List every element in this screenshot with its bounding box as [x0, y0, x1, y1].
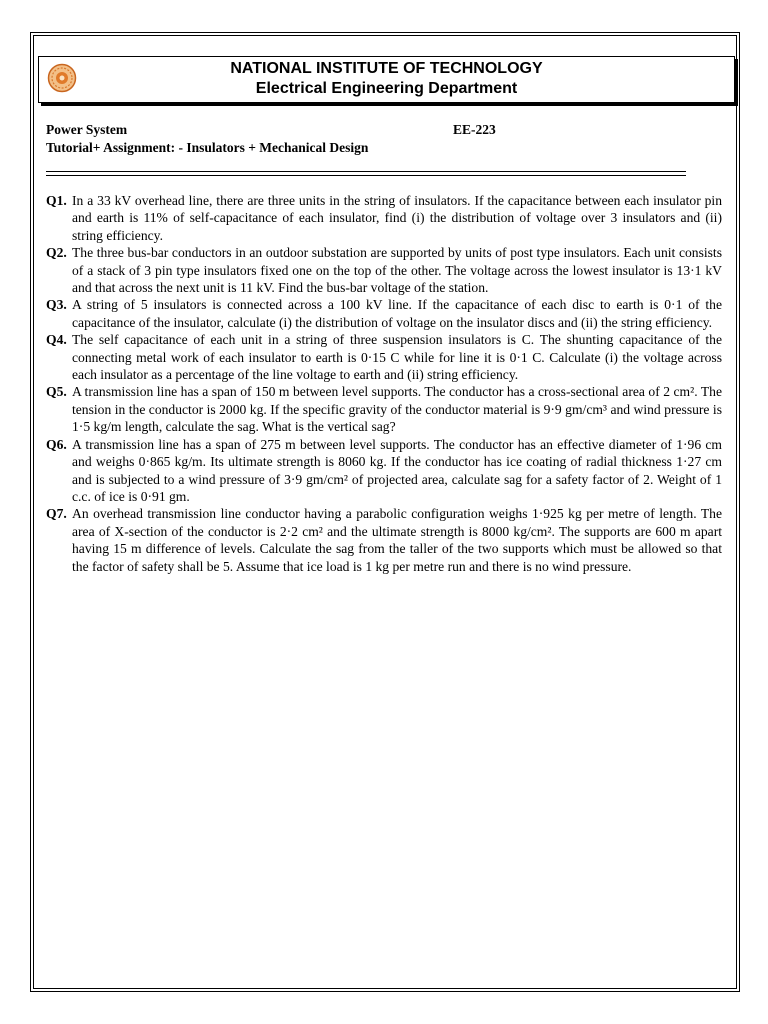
question-item	[46, 436, 722, 506]
question-text: In a 33 kV overhead line, there are three units in the string of insulators. If the capacitance between each insulator pin and earth is 11% of self-capacitance of each insulator, find (i) the distribution of voltage over 3 insulators and (ii) string efficiency.	[72, 193, 722, 243]
question-number: Q2.	[46, 245, 67, 261]
question-item	[46, 244, 722, 296]
question-item	[46, 192, 722, 244]
question-text: A string of 5 insulators is connected across a 100 kV line. If the capacitance of each disc to earth is 0·1 of the capacitance of the insulator, calculate (i) the distribution of voltage on the insulator discs and (ii) the string efficiency.	[72, 297, 722, 330]
question-item	[46, 331, 722, 383]
question-list	[46, 192, 722, 575]
course-subject: Power System	[46, 122, 128, 137]
department-name: Electrical Engineering Department	[255, 80, 518, 97]
question-number: Q1.	[46, 193, 67, 208]
question-text: A transmission line has a span of 150 m between level supports. The conductor has a cross-sectional area of 2 cm². The tension in the conductor is 2000 kg. If the specific gravity of the conductor material is 9·9 gm/cm³ and wind pressure is 1·5 kg/m length, calculate the sag. What is the vertical sag?	[72, 384, 722, 435]
double-rule-divider	[46, 171, 686, 176]
institute-name: NATIONAL INSTITUTE OF TECHNOLOGY	[230, 60, 543, 77]
question-number: Q7.	[46, 506, 67, 522]
document-header	[38, 56, 735, 103]
question-number: Q6.	[46, 436, 67, 452]
question-text: A transmission line has a span of 275 m between level supports. The conductor has an effective diameter of 1·96 cm and weighs 0·865 kg/m. Its ultimate strength is 8060 kg. If the conductor has ice coating of radial thickness 1·27 cm and is subjected to a wind pressure of 3·9 gm/cm² of projected area, calculate sag for a safety factor of 2. Weight of 1 c.c. of ice is 0·91 gm.	[72, 436, 722, 504]
question-number: Q3.	[46, 297, 67, 313]
question-item	[46, 505, 722, 575]
course-code: EE-223	[453, 122, 496, 137]
tutorial-title: Tutorial+ Assignment: - Insulators + Mechanical Design	[46, 140, 369, 155]
question-number: Q4.	[46, 332, 67, 348]
question-text: The self capacitance of each unit in a string of three suspension insulators is C. The shunting capacitance of the connecting metal work of each insulator to earth is 0·15 C while for line it is 0·1 C. Calculate (i) the voltage across each insulator as a percentage of the line voltage to earth and (ii) string efficiency.	[72, 332, 722, 383]
question-text: An overhead transmission line conductor having a parabolic configuration weighs 1·925 kg per metre of length. The area of X-section of the conductor is 2·2 cm² and the ultimate strength is 8000 kg/cm². The supports are 600 m apart having 15 m difference of levels. Calculate the sag from the taller of the two supports which must be allowed so that the factor of safety shall be 5. Assume that ice load is 1 kg per metre run and there is no wind pressure.	[72, 506, 722, 574]
question-item	[46, 296, 722, 331]
question-item	[46, 383, 722, 435]
question-number: Q5.	[46, 384, 67, 400]
question-text: The three bus-bar conductors in an outdoor substation are supported by units of post type insulators. Each unit consists of a stack of 3 pin type insulators fixed one on the top of the other. The voltage across the lowest insulator is 13·1 kV and that across the next unit is 11 kV. Find the bus-bar voltage of the station.	[72, 245, 722, 296]
